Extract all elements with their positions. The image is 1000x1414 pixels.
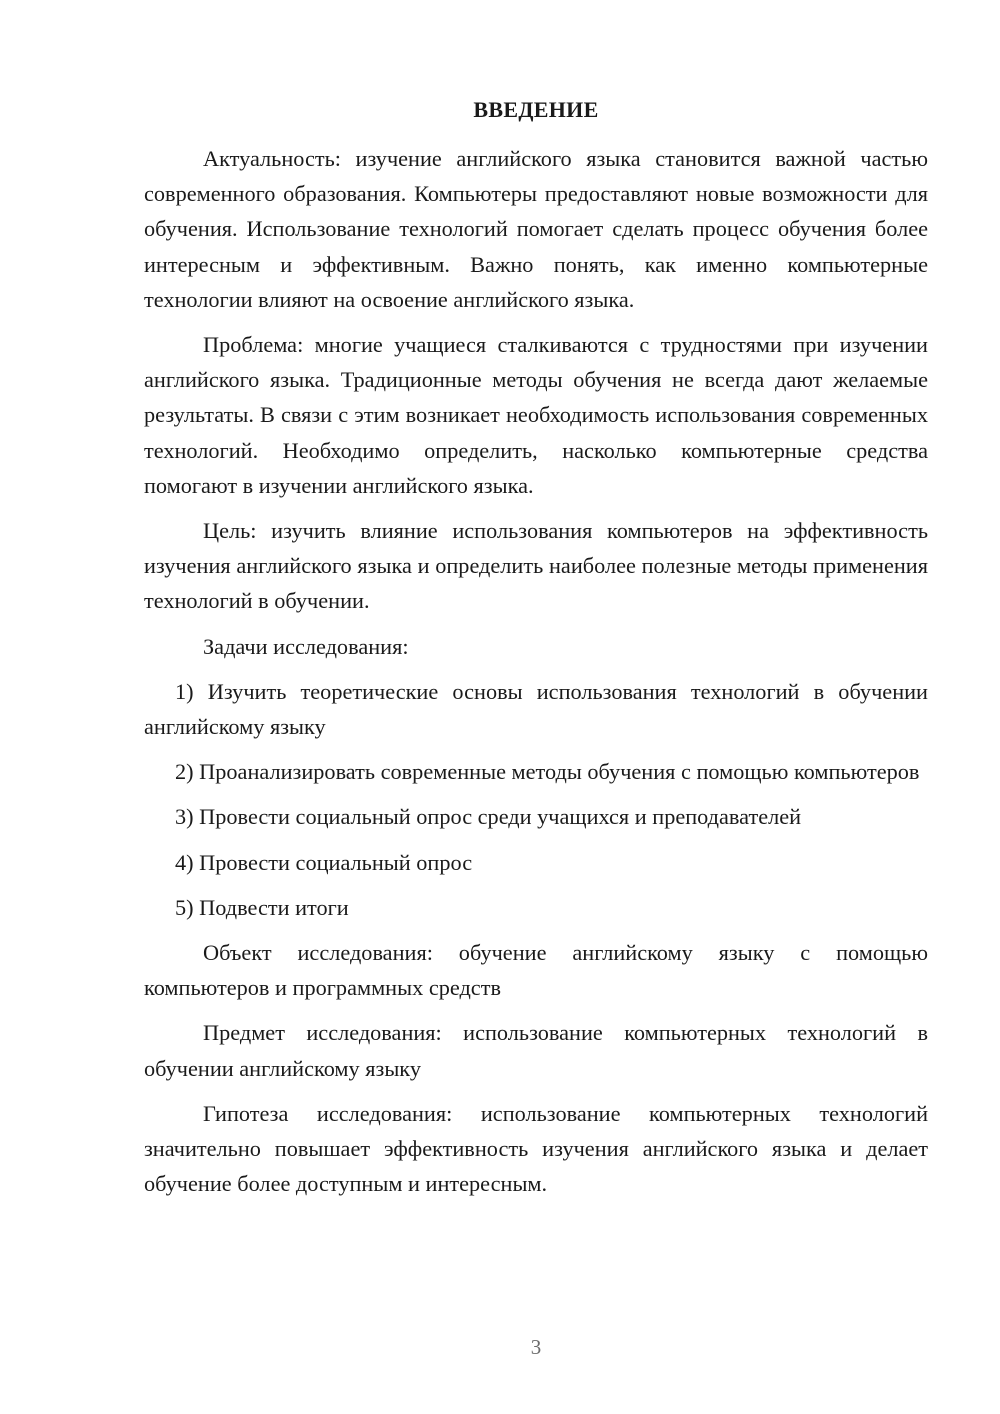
task-item-1: 1) Изучить теоретические основы использования технологий в обучении английскому языку — [144, 678, 928, 740]
paragraph-relevance: Актуальность: изучение английского языка становится важной частью современного образования. Компьютеры предоставляют новые возможности для обучения. Использование технологий помогает сделать процесс обучения более интересным и эффективным. Важно понять, как именно компьютерные технологии влияют на освоение английского языка. — [144, 146, 928, 312]
task-item-3: 3) Провести социальный опрос среди учащихся и преподавателей — [175, 804, 802, 830]
page-number: 3 — [530, 1335, 542, 1359]
task-item-2: 2) Проанализировать современные методы обучения с помощью компьютеров — [175, 759, 920, 785]
paragraph-hypothesis: Гипотеза исследования: использование компьютерных технологий значительно повышает эффективность изучения английского языка и делает обучение более доступным и интересным. — [144, 1100, 928, 1197]
paragraph-goal: Цель: изучить влияние использования компьютеров на эффективность изучения английского языка и определить наиболее полезные методы применения технологий в обучении. — [144, 518, 928, 614]
paragraph-object: Объект исследования: обучение английскому языку с помощью компьютеров и программных средств — [144, 940, 928, 1001]
document-body — [144, 141, 928, 1211]
paragraph-tasks-heading: Задачи исследования: — [203, 633, 409, 659]
task-item-5: 5) Подвести итоги — [175, 894, 349, 920]
task-item-4: 4) Провести социальный опрос — [175, 849, 473, 875]
section-title: ВВЕДЕНИЕ — [473, 97, 599, 122]
paragraph-subject: Предмет исследования: использование компьютерных технологий в обучении английскому языку — [144, 1020, 928, 1081]
paragraph-problem: Проблема: многие учащиеся сталкиваются с трудностями при изучении английского языка. Традиционные методы обучения не всегда дают желаемые результаты. В связи с этим возникает необходимость использования современных технологий. Необходимо определить, насколько компьютерные средства помогают в изучении английского языка. — [144, 332, 928, 498]
